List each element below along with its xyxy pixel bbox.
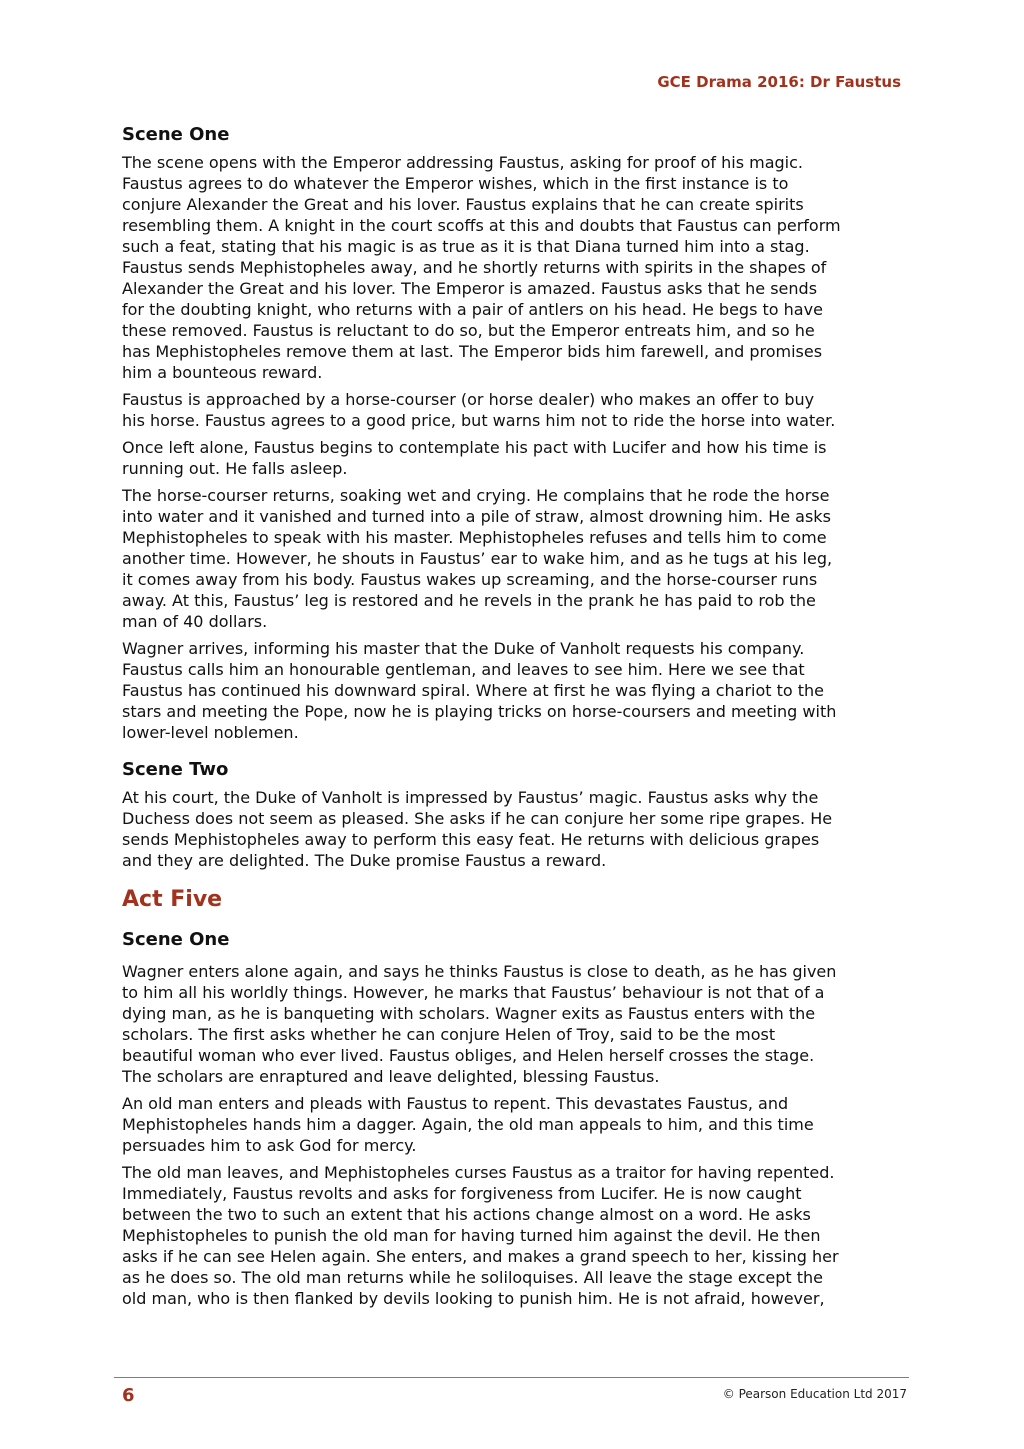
text-line: old man, who is then flanked by devils looking to punish him. He is not afraid, however, [122,1289,825,1308]
text-line: Duchess does not seem as pleased. She asks if he can conjure her some ripe grapes. He [122,809,833,828]
section-spacer [122,749,904,759]
text-line: these removed. Faustus is reluctant to do so, but the Emperor entreats him, and so he [122,321,815,340]
text-line: Faustus calls him an honourable gentleman, and leaves to see him. Here we see that [122,660,805,679]
text-line: stars and meeting the Pope, now he is playing tricks on horse-coursers and meeting with [122,702,837,721]
text-line: Faustus agrees to do whatever the Emperor wishes, which in the first instance is to [122,174,789,193]
scene-heading: Scene Two [122,759,229,780]
text-line: dying man, as he is banqueting with scholars. Wagner exits as Faustus enters with the [122,1004,816,1023]
text-line: Faustus has continued his downward spiral. Where at first he was flying a chariot to the [122,681,825,700]
text-line: sends Mephistopheles away to perform this easy feat. He returns with delicious grapes [122,830,820,849]
text-line: The horse-courser returns, soaking wet and crying. He complains that he rode the horse [122,486,830,505]
text-line: beautiful woman who ever lived. Faustus obliges, and Helen herself crosses the stage. [122,1046,815,1065]
paragraph [122,787,904,871]
text-line: asks if he can see Helen again. She enters, and makes a grand speech to her, kissing her [122,1247,839,1266]
text-line: persuades him to ask God for mercy. [122,1136,417,1155]
text-line: Faustus sends Mephistopheles away, and he shortly returns with spirits in the shapes of [122,258,827,277]
text-line: Wagner enters alone again, and says he thinks Faustus is close to death, as he has given [122,962,837,981]
scene-heading: Scene One [122,124,230,145]
text-line: man of 40 dollars. [122,612,268,631]
text-line: resembling them. A knight in the court scoffs at this and doubts that Faustus can perform [122,216,841,235]
text-line: An old man enters and pleads with Faustus to repent. This devastates Faustus, and [122,1094,789,1113]
text-line: him a bounteous reward. [122,363,323,382]
text-line: another time. However, he shouts in Faustus’ ear to wake him, and as he tugs at his leg, [122,549,833,568]
text-line: has Mephistopheles remove them at last. The Emperor bids him farewell, and promises [122,342,823,361]
page-number: 6 [122,1385,135,1406]
paragraph [122,961,904,1087]
text-line: his horse. Faustus agrees to a good price, but warns him not to ride the horse into water. [122,411,836,430]
paragraph [122,1162,904,1309]
text-line: Mephistopheles hands him a dagger. Again, the old man appeals to him, and this time [122,1115,814,1134]
text-line: lower-level noblemen. [122,723,299,742]
text-line: Wagner arrives, informing his master that the Duke of Vanholt requests his company. [122,639,805,658]
text-line: The old man leaves, and Mephistopheles curses Faustus as a traitor for having repented. [122,1163,835,1182]
text-line: At his court, the Duke of Vanholt is impressed by Faustus’ magic. Faustus asks why the [122,788,819,807]
running-header-title: GCE Drama 2016: Dr Faustus [657,73,901,91]
paragraph [122,389,904,431]
text-line: Mephistopheles to punish the old man for having turned him against the devil. He then [122,1226,821,1245]
text-line: as he does so. The old man returns while he soliloquises. All leave the stage except the [122,1268,824,1287]
text-line: The scholars are enraptured and leave delighted, blessing Faustus. [122,1067,660,1086]
text-line: and they are delighted. The Duke promise Faustus a reward. [122,851,607,870]
text-line: between the two to such an extent that his actions change almost on a word. He asks [122,1205,811,1224]
text-line: to him all his worldly things. However, he marks that Faustus’ behaviour is not that of a [122,983,825,1002]
main-content [122,124,904,1315]
section-spacer [122,877,904,887]
text-line: scholars. The first asks whether he can conjure Helen of Troy, said to be the most [122,1025,776,1044]
text-line: conjure Alexander the Great and his lover. Faustus explains that he can create spirits [122,195,804,214]
text-line: away. At this, Faustus’ leg is restored and he revels in the prank he has paid to rob the [122,591,816,610]
text-line: it comes away from his body. Faustus wakes up screaming, and the horse-courser runs [122,570,818,589]
paragraph [122,485,904,632]
paragraph [122,152,904,383]
text-line: Once left alone, Faustus begins to contemplate his pact with Lucifer and how his time is [122,438,827,457]
paragraph [122,1093,904,1156]
text-line: into water and it vanished and turned into a pile of straw, almost drowning him. He asks [122,507,831,526]
act-heading: Act Five [122,887,223,912]
paragraph [122,638,904,743]
footer-divider [114,1377,909,1378]
text-line: running out. He falls asleep. [122,459,348,478]
paragraph [122,437,904,479]
text-line: such a feat, stating that his magic is as true as it is that Diana turned him into a stag. [122,237,810,256]
text-line: Immediately, Faustus revolts and asks for forgiveness from Lucifer. He is now caught [122,1184,802,1203]
scene-heading: Scene One [122,929,230,950]
text-line: The scene opens with the Emperor addressing Faustus, asking for proof of his magic. [122,153,804,172]
text-line: Faustus is approached by a horse-courser (or horse dealer) who makes an offer to buy [122,390,815,409]
text-line: Alexander the Great and his lover. The Emperor is amazed. Faustus asks that he sends [122,279,818,298]
text-line: for the doubting knight, who returns with a pair of antlers on his head. He begs to have [122,300,823,319]
copyright-notice: © Pearson Education Ltd 2017 [722,1387,907,1401]
text-line: Mephistopheles to speak with his master. Mephistopheles refuses and tells him to come [122,528,827,547]
